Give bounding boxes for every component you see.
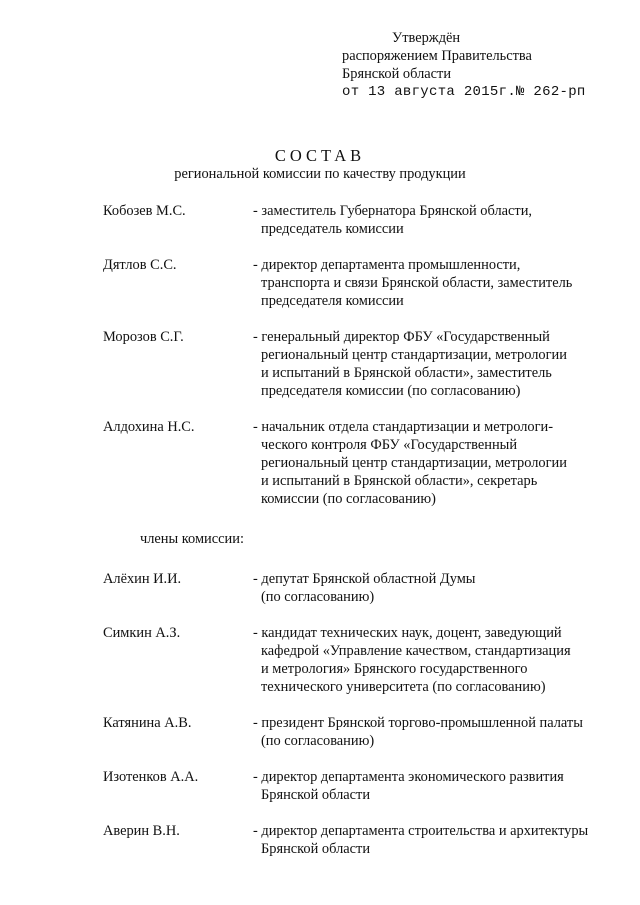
position-line: и метрология» Брянского государственного xyxy=(261,661,528,677)
member-entry xyxy=(103,256,633,310)
position-line: председателя комиссии (по согласованию) xyxy=(261,383,521,399)
approval-line-approved: Утверждён xyxy=(392,30,461,46)
position-line: и испытаний в Брянской области», секретарь xyxy=(261,473,538,489)
commission-list xyxy=(103,202,633,858)
member-entry xyxy=(103,624,633,696)
members-section-label: члены комиссии: xyxy=(140,531,244,547)
position-line: (по согласованию) xyxy=(261,589,375,605)
member-entry xyxy=(103,714,633,750)
member-position xyxy=(253,768,613,804)
position-line: - президент Брянской торгово-промышленной палаты xyxy=(253,715,583,731)
member-position xyxy=(253,328,613,400)
member-entry xyxy=(103,202,633,238)
position-line: - директор департамента строительства и архитектуры xyxy=(253,823,589,839)
approval-line-region: Брянской области xyxy=(342,66,452,82)
member-entry xyxy=(103,418,633,508)
position-line: председателя комиссии xyxy=(261,293,404,309)
member-position xyxy=(253,714,613,750)
member-position xyxy=(253,822,613,858)
approval-stamp xyxy=(342,29,632,101)
position-line: - директор департамента экономического развития xyxy=(253,769,564,785)
position-line: технического университета (по согласованию) xyxy=(261,679,546,695)
member-name: Кобозев М.С. xyxy=(103,203,186,219)
member-name: Дятлов С.С. xyxy=(103,257,177,273)
position-line: ческого контроля ФБУ «Государственный xyxy=(261,437,518,453)
member-entry xyxy=(103,570,633,606)
position-line: региональный центр стандартизации, метрологии xyxy=(261,455,567,471)
member-name: Аверин В.Н. xyxy=(103,823,180,839)
member-entry xyxy=(103,328,633,400)
position-line: и испытаний в Брянской области», заместитель xyxy=(261,365,552,381)
member-entry xyxy=(103,822,633,858)
member-position xyxy=(253,624,613,696)
position-line: транспорта и связи Брянской области, заместитель xyxy=(261,275,573,291)
position-line: - кандидат технических наук, доцент, заведующий xyxy=(253,625,562,641)
approval-line-date-number: от 13 августа 2015г.№ 262-рп xyxy=(342,84,586,100)
position-line: - начальник отдела стандартизации и метрологи- xyxy=(253,419,554,435)
member-name: Катянина А.В. xyxy=(103,715,192,731)
member-name: Алдохина Н.С. xyxy=(103,419,195,435)
approval-line-order: распоряжением Правительства xyxy=(342,48,532,64)
position-line: кафедрой «Управление качеством, стандартизация xyxy=(261,643,571,659)
position-line: (по согласованию) xyxy=(261,733,375,749)
member-position xyxy=(253,418,613,508)
position-line: Брянской области xyxy=(261,841,371,857)
position-line: председатель комиссии xyxy=(261,221,404,237)
member-name: Морозов С.Г. xyxy=(103,329,184,345)
position-line: - директор департамента промышленности, xyxy=(253,257,521,273)
member-name: Изотенков А.А. xyxy=(103,769,199,785)
position-line: комиссии (по согласованию) xyxy=(261,491,436,507)
member-name: Симкин А.З. xyxy=(103,625,181,641)
member-position xyxy=(253,570,613,606)
position-line: - генеральный директор ФБУ «Государственный xyxy=(253,329,550,345)
member-entry xyxy=(103,768,633,804)
position-line: - заместитель Губернатора Брянской области, xyxy=(253,203,533,219)
document-subtitle: региональной комиссии по качеству продукции xyxy=(174,166,466,182)
member-position xyxy=(253,202,613,238)
document-title: СОСТАВ xyxy=(274,146,366,165)
member-name: Алёхин И.И. xyxy=(103,571,182,587)
position-line: - депутат Брянской областной Думы xyxy=(253,571,476,587)
position-line: региональный центр стандартизации, метрологии xyxy=(261,347,567,363)
member-position xyxy=(253,256,613,310)
position-line: Брянской области xyxy=(261,787,371,803)
